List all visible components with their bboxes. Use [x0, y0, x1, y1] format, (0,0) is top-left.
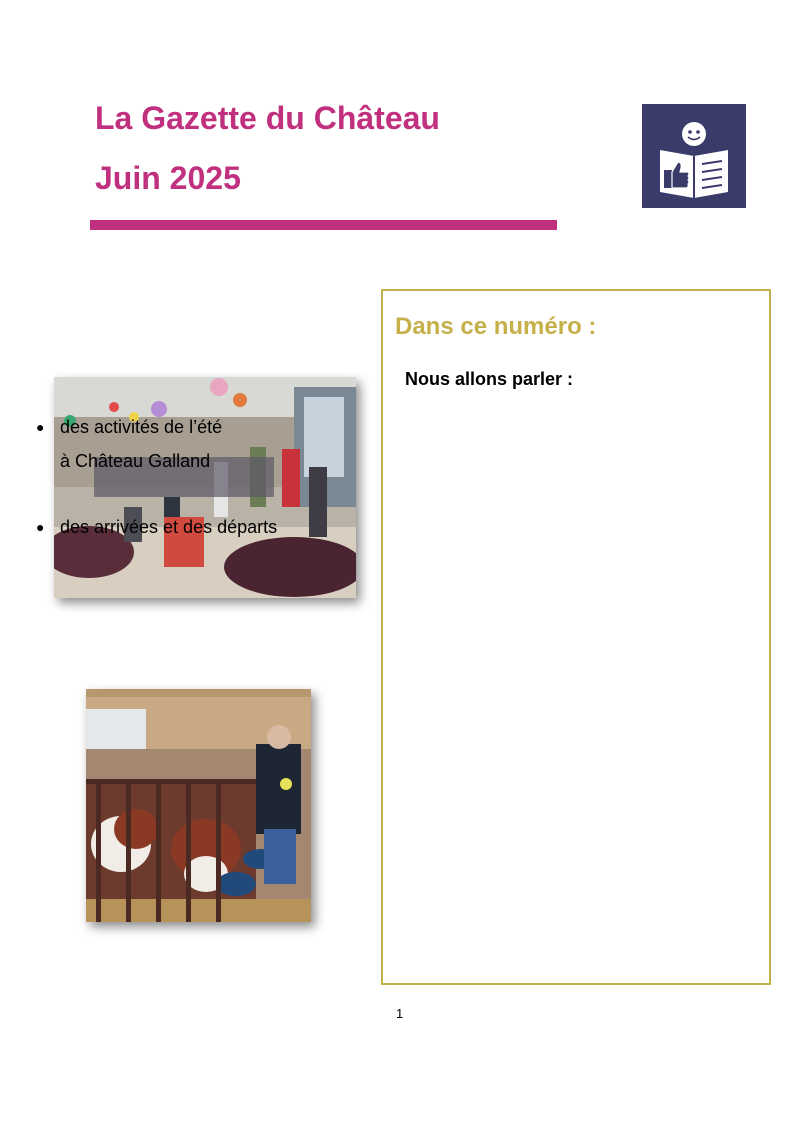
list-item-text: des activités de l’été à Château Galland [60, 417, 223, 471]
newsletter-title: La Gazette du Château [95, 100, 440, 136]
contents-box [381, 289, 771, 985]
list-item-text: des arrivées et des départs [60, 517, 278, 537]
bullet-icon: ● [36, 519, 45, 535]
farm-photo [86, 689, 311, 922]
easy-to-read-icon [642, 104, 746, 208]
contents-heading: Dans ce numéro : [395, 313, 597, 340]
bullet-icon: ● [36, 419, 45, 435]
page-number: 1 [396, 1006, 404, 1021]
issue-date: Juin 2025 [95, 160, 241, 196]
contents-intro: Nous allons parler : [405, 369, 574, 389]
title-underline [90, 220, 557, 230]
